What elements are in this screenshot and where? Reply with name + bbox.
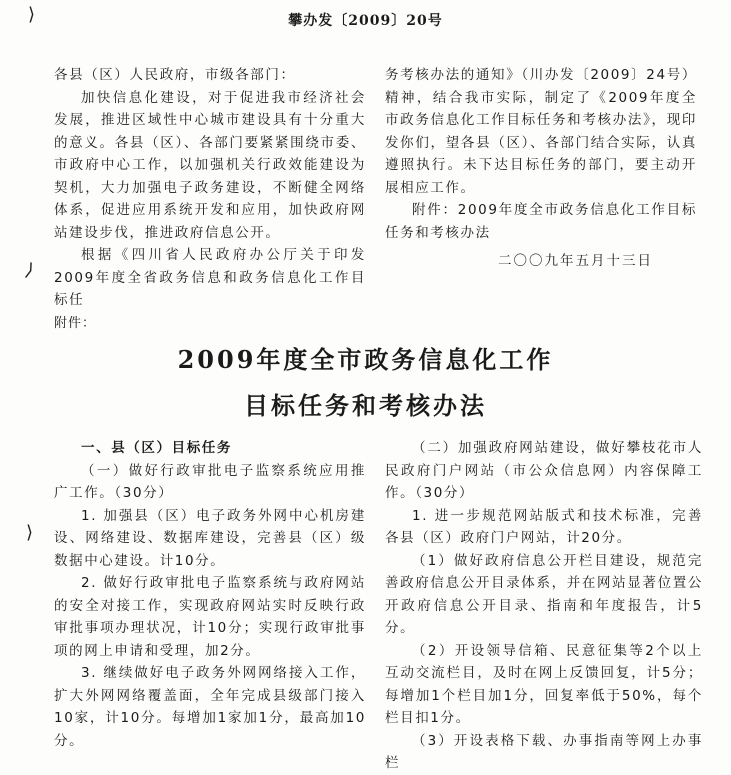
issue-date: 二〇〇九年五月十三日 — [498, 253, 653, 269]
letter-right-column — [385, 64, 697, 273]
attachment-right-column — [385, 437, 703, 775]
letter-paragraph: 根据《四川省人民政府办公厅关于印发2009年度全省政务信息和政务信息化工作目标任 — [54, 247, 366, 308]
attachment-label: 附件： — [54, 316, 97, 331]
section-heading: 一、县（区）目标任务 — [81, 440, 232, 456]
list-item: （2）开设领导信箱、民意征集等2个以上互动交流栏目，及时在网上反馈回复，计5分；每增加1个栏目加1分，回复率低于50%，每个栏目扣1分。 — [385, 642, 703, 726]
letter-paragraph: 务考核办法的通知》（川办发〔2009〕24号）精神，结合我市实际，制定了《2009年度全市政务信息化工作目标任务和考核办法》，现印发你们，望各县（区）、各部门结合实际，认真遵照执行。未下达目标任务的部门，要主动开展相应工作。 — [385, 67, 697, 196]
subsection-heading: （一）做好行政审批电子监察系统应用推广工作。（30分） — [54, 462, 366, 501]
binding-hole-mark: ⟩ — [26, 522, 34, 543]
document-number: 攀办发〔2009〕20号 — [288, 13, 443, 29]
letter-paragraph: 加快信息化建设，对于促进我市经济社会发展，推进区域性中心城市建设具有十分重大的意义。各县（区）、各部门要紧紧围绕市委、市政府中心工作，以加强机关行政效能建设为契机，大力加强电子政务建设，不断健全网络体系，促进应用系统开发和应用，加快政府网站建设步伐，推进政府信息公开。 — [54, 89, 366, 241]
binding-hole-mark: ⟩ — [22, 259, 37, 282]
list-item: 1. 进一步规范网站版式和技术标准，完善各县（区）政府门户网站，计20分。 — [385, 507, 703, 546]
list-item: （3）开设表格下载、办事指南等网上办事栏 — [385, 732, 703, 771]
list-item: 2. 做好行政审批电子监察系统与政府网站的安全对接工作，实现政府网站实时反映行政审批事项办理状况，计10分；实现行政审批事项的网上申请和受理，加2分。 — [54, 575, 366, 659]
list-item: 3. 继续做好电子政务外网网络接入工作，扩大外网网络覆盖面，全年完成县级部门接入10家，计10分。每增加1家加1分，最高加10分。 — [54, 665, 366, 749]
letter-left-column — [54, 64, 366, 312]
attachment-title: 2009年度全市政务信息化工作 — [177, 345, 554, 374]
salutation: 各县（区）人民政府，市级各部门： — [54, 67, 296, 83]
attachment-subtitle: 目标任务和考核办法 — [244, 391, 487, 420]
attachment-note: 附件：2009年度全市政务信息化工作目标任务和考核办法 — [385, 202, 697, 241]
list-item: （1）做好政府信息公开栏目建设，规范完善政府信息公开目录体系，并在网站显著位置公开政府信息公开目录、指南和年度报告，计5分。 — [385, 552, 703, 636]
attachment-left-column — [54, 437, 366, 752]
list-item: 1. 加强县（区）电子政务外网中心机房建设、网络建设、数据库建设，完善县（区）级数据中心建设。计10分。 — [54, 507, 366, 569]
subsection-heading: （二）加强政府网站建设，做好攀枝花市人民政府门户网站（市公众信息网）内容保障工作。（30分） — [385, 440, 703, 501]
binding-hole-mark: ⟩ — [28, 4, 36, 25]
